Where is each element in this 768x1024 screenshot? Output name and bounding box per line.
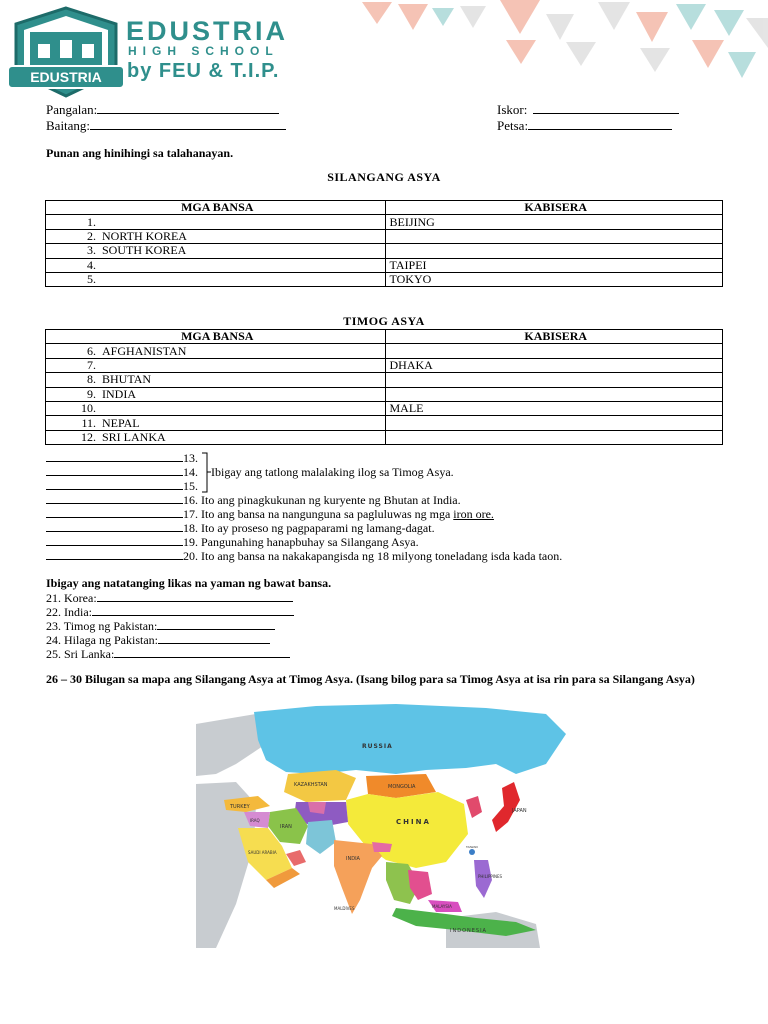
row-number: 8. [87, 372, 96, 387]
table-row [46, 244, 723, 258]
iskor-label: Iskor: [497, 102, 528, 117]
question-number: 14. [183, 465, 198, 479]
question-number: 17. [183, 507, 198, 521]
capital-cell[interactable] [385, 229, 723, 243]
answer-line[interactable] [46, 451, 183, 462]
resource-item-21 [46, 590, 293, 605]
answer-line[interactable] [158, 632, 270, 644]
country-cell[interactable] [46, 416, 386, 430]
section-title-timog-asya: TIMOG ASYA [343, 314, 425, 328]
country-name: AFGHANISTAN [102, 343, 187, 358]
question-14 [46, 465, 454, 479]
row-number: 9. [87, 386, 96, 401]
question-18 [46, 521, 435, 535]
country-name: NEPAL [102, 415, 140, 430]
row-number: 11. [81, 415, 96, 430]
row-number: 3. [87, 243, 96, 258]
page-header [0, 0, 768, 100]
baitang-label: Baitang: [46, 118, 91, 133]
capital-cell[interactable] [385, 344, 723, 358]
resource-item-24 [46, 632, 270, 647]
capital-cell[interactable] [385, 430, 723, 444]
brand-subtitle: HIGH SCHOOL [128, 44, 279, 58]
table-row [46, 229, 723, 243]
col-header-bansa: MGA BANSA [46, 201, 386, 215]
petsa-label: Petsa: [497, 118, 529, 133]
question-text: Ito ang bansa na nakakapangisda ng 18 milyong toneladang isda kada taon. [201, 549, 563, 563]
question-underlined-term: iron ore. [453, 507, 494, 521]
resource-label: 23. Timog ng Pakistan: [46, 619, 158, 633]
country-cell[interactable] [46, 373, 386, 387]
country-name: INDIA [102, 386, 136, 401]
map-label-mongolia: MONGOLIA [388, 784, 416, 790]
resource-label: 24. Hilaga ng Pakistan: [46, 633, 158, 647]
resource-item-22 [46, 604, 294, 619]
answer-line[interactable] [46, 549, 183, 560]
capital-cell[interactable]: BEIJING [385, 215, 723, 229]
bracket-icon [200, 452, 212, 494]
capital-cell[interactable]: MALE [385, 401, 723, 415]
answer-line[interactable] [157, 618, 275, 630]
map-label-japan: JAPAN [512, 808, 527, 814]
question-number: 13. [183, 451, 198, 465]
brand-title: EDUSTRIA [126, 16, 289, 46]
capital-cell[interactable] [385, 416, 723, 430]
map-label-indonesia: INDONESIA [450, 928, 487, 934]
col-header-kabisera: KABISERA [385, 201, 723, 215]
resources-title: Ibigay ang natatanging likas na yaman ng bawat bansa. [46, 576, 332, 590]
map-label-saudi: SAUDI ARABIA [248, 850, 277, 855]
petsa-field[interactable] [528, 117, 672, 130]
table-row [46, 258, 723, 272]
question-number: 18. [183, 521, 198, 535]
country-cell[interactable] [46, 430, 386, 444]
question-text: Ito ang pinagkukunan ng kuryente ng Bhutan at India. [201, 493, 461, 507]
question-number: 15. [183, 479, 198, 493]
table-row [46, 272, 723, 286]
capital-cell[interactable]: DHAKA [385, 358, 723, 372]
map-label-maldives: MALDIVES [334, 906, 355, 911]
row-number: 12. [81, 429, 96, 444]
question-20 [46, 549, 562, 563]
resource-item-23 [46, 618, 275, 633]
country-name: BHUTAN [102, 372, 152, 387]
taiwan-region [469, 849, 475, 855]
capital-cell[interactable]: TAIPEI [385, 258, 723, 272]
logo-text: EDUSTRIA [30, 69, 102, 85]
country-name: SOUTH KOREA [102, 243, 187, 258]
resource-label: 21. Korea: [46, 591, 97, 605]
row-number: 1. [87, 214, 96, 229]
capital-cell[interactable] [385, 373, 723, 387]
answer-line[interactable] [46, 521, 183, 532]
table-row [46, 401, 723, 415]
table-row [46, 430, 723, 444]
resource-label: 22. India: [46, 605, 92, 619]
map-label-malaysia: MALAYSIA [432, 904, 452, 909]
country-cell[interactable] [46, 258, 386, 272]
asia-map [196, 704, 570, 948]
question-number: 19. [183, 535, 198, 549]
map-label-russia: RUSSIA [362, 743, 393, 750]
country-cell[interactable] [46, 401, 386, 415]
map-label-iran: IRAN [280, 824, 292, 830]
table-row [46, 373, 723, 387]
instruction: Punan ang hinihingi sa talahanayan. [46, 146, 234, 160]
row-number: 10. [81, 401, 96, 416]
table-row [46, 358, 723, 372]
country-cell[interactable] [46, 344, 386, 358]
answer-line[interactable] [46, 465, 183, 476]
answer-line[interactable] [46, 479, 183, 490]
answer-line[interactable] [97, 590, 293, 602]
row-number: 5. [87, 272, 96, 287]
map-instruction: 26 – 30 Bilugan sa mapa ang Silangang Asya at Timog Asya. (Isang bilog para sa Timog Asya at isa rin para sa Silangang Asya) [46, 672, 695, 686]
country-name: SRI LANKA [102, 429, 166, 444]
baitang-field[interactable] [90, 117, 286, 130]
brand-byline: by FEU & T.I.P. [127, 60, 280, 82]
question-text: Pangunahing hanapbuhay sa Silangang Asya. [201, 535, 419, 549]
table-silangang-asya [45, 200, 723, 287]
answer-line[interactable] [92, 604, 294, 616]
col-header-kabisera: KABISERA [385, 330, 723, 344]
question-text: Ito ang bansa na nangunguna sa pagluluwas ng mga [201, 507, 451, 521]
pangalan-label: Pangalan: [46, 102, 98, 117]
row-number: 4. [87, 257, 96, 272]
resource-label: 25. Sri Lanka: [46, 647, 115, 661]
map-label-philippines: PHILIPPINES [478, 874, 503, 879]
capital-cell[interactable] [385, 387, 723, 401]
iskor-row [497, 101, 679, 118]
row-number: 6. [87, 343, 96, 358]
question-16 [46, 493, 461, 507]
table-row [46, 387, 723, 401]
edustria-logo [8, 6, 124, 100]
country-cell[interactable] [46, 229, 386, 243]
capital-cell[interactable] [385, 244, 723, 258]
map-label-kazakhstan: KAZAKHSTAN [294, 782, 328, 788]
resource-item-25 [46, 646, 290, 661]
map-label-iraq: IRAQ [250, 818, 260, 823]
question-text: Ito ay proseso ng pagpaparami ng lamang-dagat. [201, 521, 435, 535]
question-number: 20. [183, 549, 198, 563]
petsa-row [497, 117, 672, 134]
col-header-bansa: MGA BANSA [46, 330, 386, 344]
table-row [46, 344, 723, 358]
country-cell[interactable] [46, 272, 386, 286]
country-cell[interactable] [46, 387, 386, 401]
country-cell[interactable] [46, 215, 386, 229]
section-title-silangang-asya: SILANGANG ASYA [327, 170, 441, 184]
country-name: NORTH KOREA [102, 228, 187, 243]
answer-line[interactable] [114, 646, 290, 658]
question-13 [46, 451, 198, 465]
table-timog-asya [45, 329, 723, 445]
table-row [46, 215, 723, 229]
map-label-india: INDIA [346, 856, 360, 862]
capital-cell[interactable]: TOKYO [385, 272, 723, 286]
answer-line[interactable] [46, 493, 183, 504]
map-label-china: CHINA [396, 818, 431, 826]
pangalan-field[interactable] [97, 101, 279, 114]
baitang-row [46, 117, 286, 134]
question-19 [46, 535, 419, 549]
question-17 [46, 507, 494, 521]
question-number: 16. [183, 493, 198, 507]
question-15 [46, 479, 198, 493]
pangalan-row [46, 101, 279, 118]
row-number: 7. [87, 357, 96, 372]
country-cell[interactable] [46, 244, 386, 258]
map-label-turkey: TURKEY [230, 804, 250, 810]
table-row [46, 416, 723, 430]
country-cell[interactable] [46, 358, 386, 372]
answer-line[interactable] [46, 507, 183, 518]
row-number: 2. [87, 228, 96, 243]
map-label-taiwan: TAIWAN [466, 845, 478, 849]
question-text: Ibigay ang tatlong malalaking ilog sa Timog Asya. [211, 465, 454, 479]
iskor-field[interactable] [533, 101, 679, 114]
russia-region [254, 704, 566, 774]
answer-line[interactable] [46, 535, 183, 546]
